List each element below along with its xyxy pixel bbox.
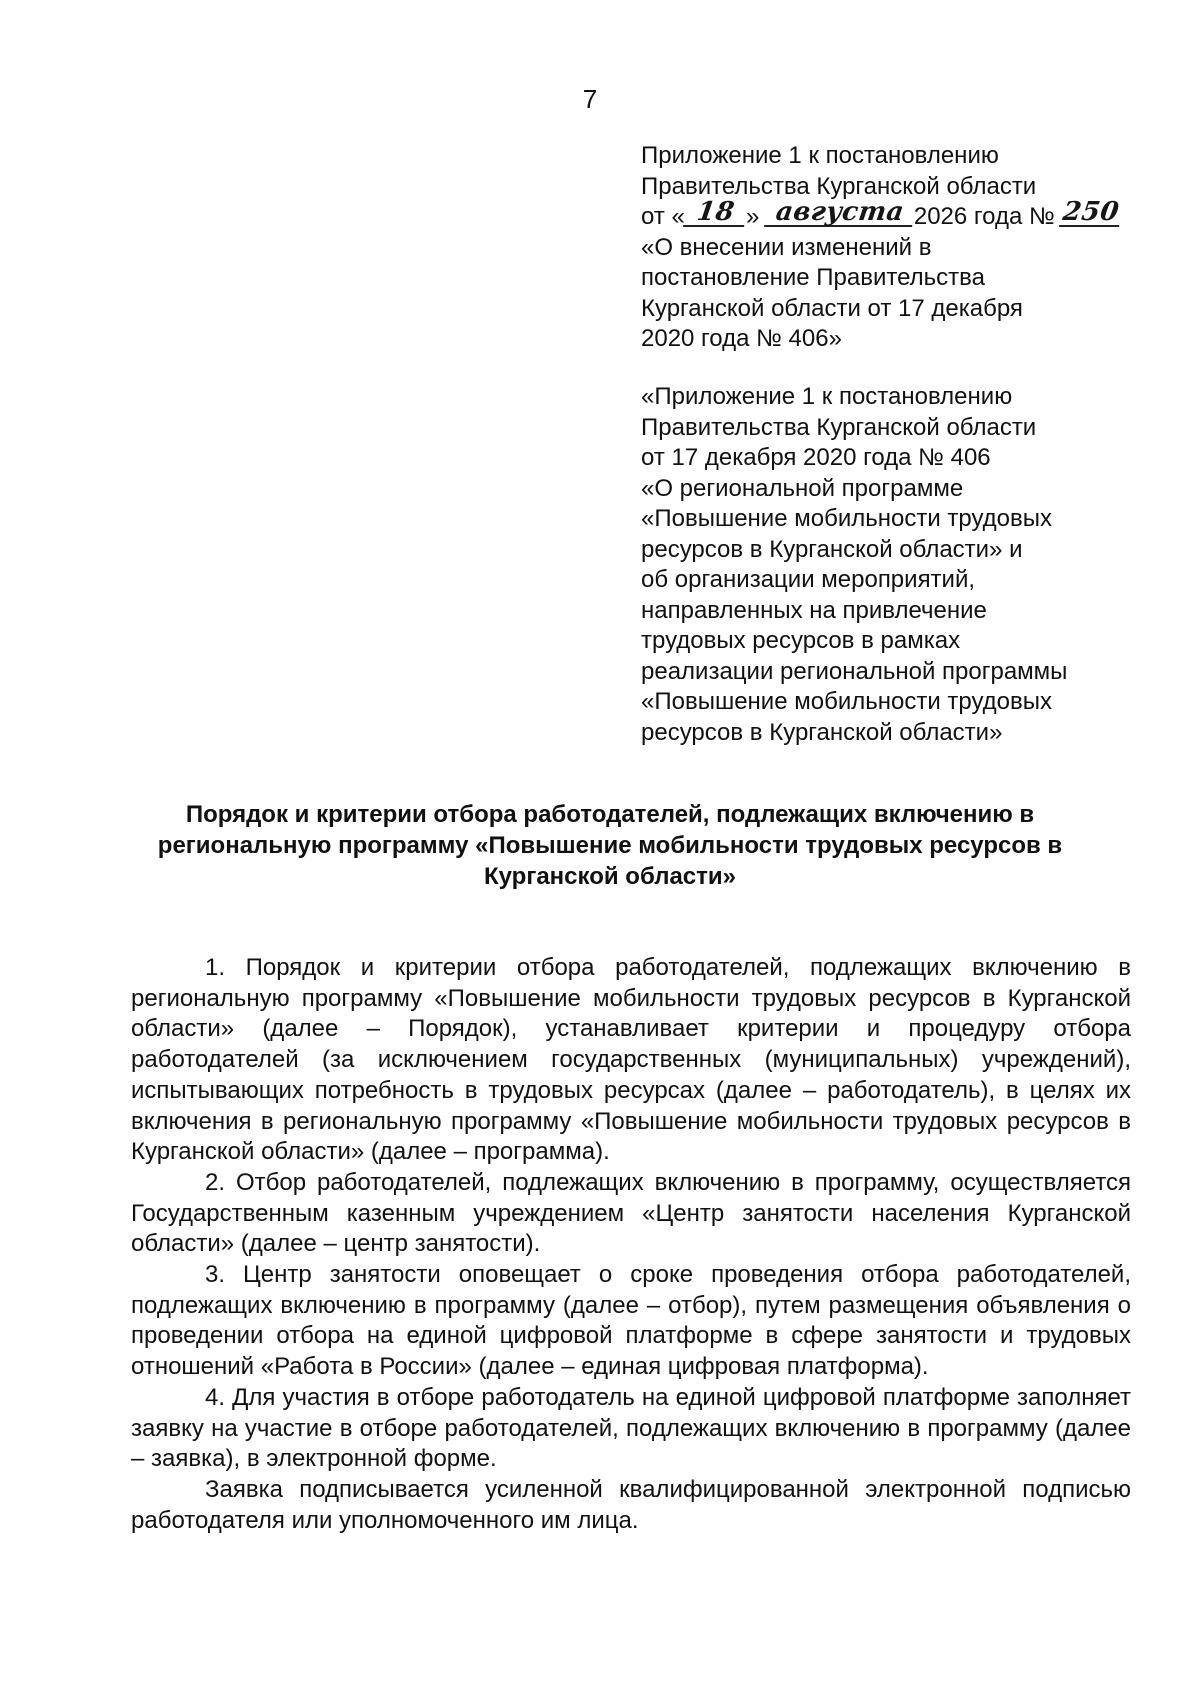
paragraph: Заявка подписывается усиленной квалифицированной электронной подписью работодателя или уполномоченного им лица. (131, 1475, 1131, 1534)
appendix-line: реализации региональной программы (641, 657, 1068, 685)
appendix-line: «Повышение мобильности трудовых (641, 688, 1053, 715)
appendix-line: «Приложение 1 к постановлению (641, 383, 1013, 410)
appendix-line: ресурсов в Курганской области» и (641, 535, 1023, 563)
appendix-header-original (641, 382, 1161, 748)
appendix-line: Правительства Курганской области (641, 413, 1037, 441)
document-body (131, 953, 1131, 1536)
appendix-line: трудовых ресурсов в рамках (641, 627, 961, 654)
paragraph: 1. Порядок и критерии отбора работодателей, подлежащих включению в региональную программу «Повышение мобильности трудовых ресурсов в Курганской области» (далее – Порядок), устанавливает критерии и процедуру отбора работодателей (за исключением государственных (муниципальных) учреждений), испытывающих потребность в трудовых ресурсах (далее – работодатель), в целях их включения в региональную программу «Повышение мобильности трудовых ресурсов в Курганской области» (далее – программа). (131, 954, 1131, 1166)
page-number: 7 (582, 84, 598, 114)
paragraph: 4. Для участия в отборе работодатель на единой цифровой платформе заполняет заявку на участие в отборе работодателей, подлежащих включению в программу (далее – заявка), в электронной форме. (131, 1383, 1131, 1473)
appendix-line: 2020 года № 406» (641, 325, 842, 352)
handwritten-decree-number: 250 (1061, 197, 1122, 227)
paragraph: 3. Центр занятости оповещает о сроке проведения отбора работодателей, подлежащих включению в программу (далее – отбор), путем размещения объявления о проведении отбора на единой цифровой платформе в сфере занятости и трудовых отношений «Работа в России» (далее – единая цифровая платформа). (131, 1261, 1131, 1381)
date-prefix: от « (641, 203, 685, 230)
handwritten-day: 18 (683, 199, 748, 227)
date-mid: » (746, 203, 760, 230)
date-year: 2026 года № (913, 203, 1055, 230)
appendix-line: ресурсов в Курганской области» (641, 718, 1003, 746)
appendix-line: направленных на привлечение (641, 596, 987, 624)
appendix-date-line (641, 197, 1161, 233)
appendix-line: Правительства Курганской области (641, 172, 1037, 200)
handwritten-month: августа (764, 199, 916, 227)
appendix-line: постановление Правительства (641, 264, 985, 291)
appendix-line: «Повышение мобильности трудовых (641, 505, 1053, 532)
appendix-header-current (641, 141, 1161, 355)
appendix-line: Курганской области от 17 декабря (641, 294, 1023, 322)
paragraph: 2. Отбор работодателей, подлежащих включению в программу, осуществляется Государственным казенным учреждением «Центр занятости населения Курганской области» (далее – центр занятости). (131, 1168, 1131, 1258)
appendix-line: от 17 декабря 2020 года № 406 (641, 444, 991, 471)
appendix-line: об организации мероприятий, (641, 566, 976, 593)
appendix-line: «О внесении изменений в (641, 233, 932, 261)
document-title: Порядок и критерии отбора работодателей, подлежащих включению в региональную программу «Повышение мобильности трудовых ресурсов в Курганской области» (157, 801, 1063, 890)
appendix-line: «О региональной программе (641, 474, 964, 502)
appendix-line: Приложение 1 к постановлению (641, 142, 999, 169)
